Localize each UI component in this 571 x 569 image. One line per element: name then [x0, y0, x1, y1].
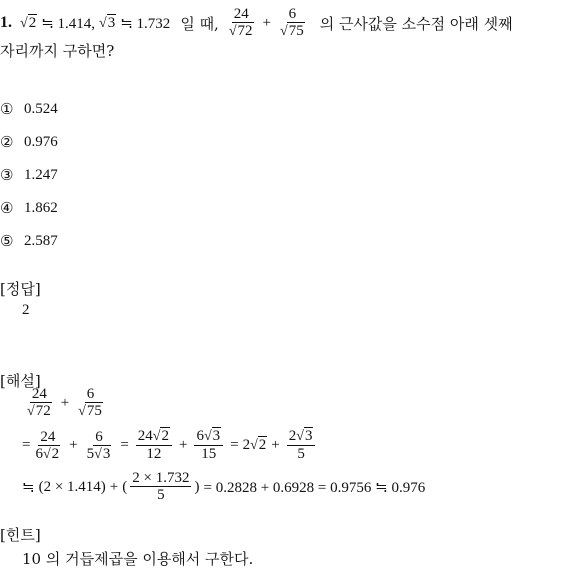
question-line-2: 자리까지 구하면? — [0, 42, 115, 60]
choice-value: 1.862 — [24, 199, 58, 216]
hint-label: [힌트] — [0, 526, 41, 544]
choice-value: 1.247 — [24, 166, 58, 183]
exp-fraction: $\frac{24}{√72}$ — [27, 386, 51, 419]
answer-value: 2 — [22, 302, 30, 318]
question-fraction-2: $\frac{6}{√75}$ — [280, 6, 304, 39]
choice-marker: ② — [0, 133, 14, 151]
exp-fraction: $\frac{24}{6√2}$ — [35, 428, 60, 462]
sqrt3-approx: ≒ 1.732 — [120, 15, 171, 32]
explanation-line-2: = $\frac{24}{6√2}$ + $\frac{6}{5√3}$ = $\frac{24√2}{12}$ + $\frac{6√3}{15}$ = 2 √2 + $\frac{2√3}{5}$ — [22, 428, 318, 463]
when-text: 일 때, — [180, 14, 219, 33]
question-line-1 — [0, 6, 513, 40]
plus-sign: + — [262, 14, 271, 31]
choice-value: 0.976 — [24, 133, 58, 150]
sqrt-2: √2 — [20, 14, 37, 31]
exp-fraction: $\frac{2 \times 1.732}{5}$ — [132, 470, 190, 503]
choice-marker: ④ — [0, 199, 14, 217]
choice-value: 0.524 — [24, 100, 58, 117]
explanation-line-3: ≒ (2 × 1.414) + ( $\frac{2 \times 1.732}{5}$ ) = 0.2828 + 0.6928 = 0.9756 ≒ 0.976 — [22, 470, 426, 503]
explanation-line-1: $\frac{24}{√72}$ + $\frac{6}{√75}$ — [22, 386, 108, 420]
hint-text: 10 의 거듭제곱을 이용해서 구한다. — [22, 550, 254, 568]
choice-2[interactable] — [0, 133, 58, 151]
choice-marker: ⑤ — [0, 232, 14, 250]
explanation-label: [해설] — [0, 372, 41, 390]
exp-fraction: $\frac{6}{√75}$ — [78, 386, 102, 419]
choice-marker: ③ — [0, 166, 14, 184]
choice-value: 2.587 — [24, 232, 58, 249]
question-number: 1. — [0, 14, 12, 31]
answer-label: [정답] — [0, 280, 41, 298]
sqrt-3: √3 — [99, 14, 116, 31]
choice-1[interactable] — [0, 100, 58, 118]
question-tail: 의 근사값을 소수점 아래 셋째 — [319, 14, 513, 33]
exp-fraction: $\frac{6√3}{15}$ — [194, 428, 223, 463]
exp-fraction: $\frac{24√2}{12}$ — [136, 428, 172, 463]
choice-4[interactable] — [0, 199, 58, 217]
choice-3[interactable] — [0, 166, 58, 184]
exp-fraction: $\frac{6}{5√3}$ — [86, 428, 111, 462]
choice-5[interactable] — [0, 232, 58, 250]
question-fraction-1: $\frac{24}{√72}$ — [228, 6, 253, 39]
sqrt2-approx: ≒ 1.414, — [41, 15, 96, 32]
exp-fraction: $\frac{2√3}{5}$ — [287, 428, 316, 463]
choice-marker: ① — [0, 100, 14, 118]
